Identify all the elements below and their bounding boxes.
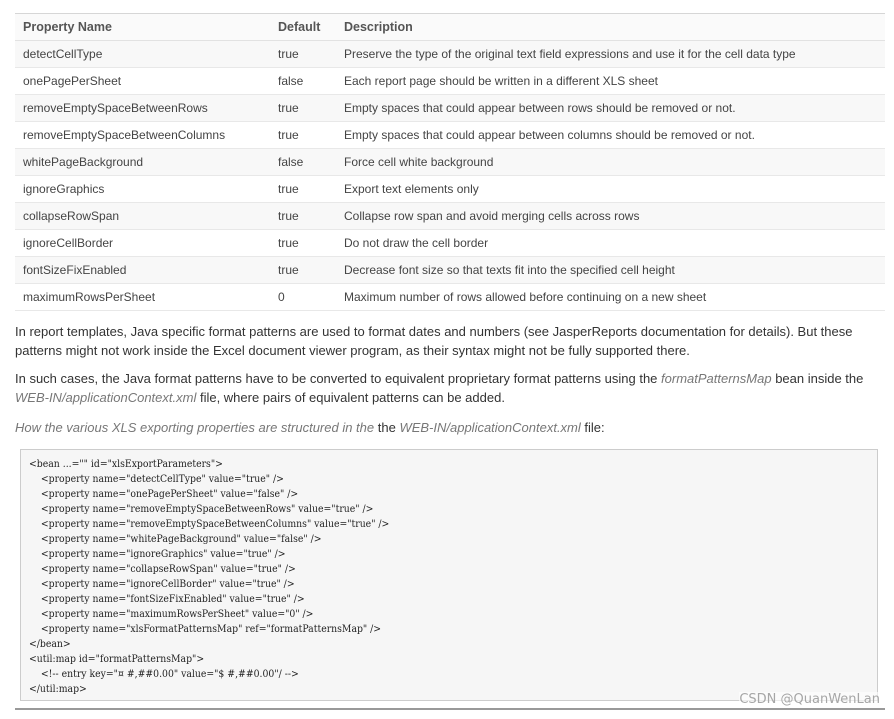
caption-the: the [374, 420, 400, 435]
table-row [15, 230, 885, 257]
code-line: <property name="collapseRowSpan" value="true" /> [29, 564, 296, 575]
cell-default: true [270, 122, 336, 149]
format-patterns-map-ref: formatPatternsMap [661, 371, 772, 386]
cell-default: true [270, 203, 336, 230]
csdn-watermark: CSDN @QuanWenLan [739, 692, 880, 707]
cell-default: 0 [270, 284, 336, 311]
code-line: <bean ...="" id="xlsExportParameters"> [29, 459, 223, 470]
conversion-text-start: In such cases, the Java format patterns have to be converted to equivalent proprietary format patterns using the [15, 371, 662, 386]
header-default: Default [270, 14, 336, 41]
xml-code-block [20, 449, 878, 701]
code-line: <property name="onePagePerSheet" value="false" /> [29, 489, 299, 500]
cell-default: true [270, 257, 336, 284]
code-line: </bean> [29, 639, 71, 650]
cell-default: true [270, 41, 336, 68]
cell-property-name: removeEmptySpaceBetweenColumns [15, 122, 270, 149]
cell-description: Each report page should be written in a different XLS sheet [336, 68, 885, 95]
cell-property-name: detectCellType [15, 41, 270, 68]
code-line: <property name="ignoreGraphics" value="true" /> [29, 549, 286, 560]
cell-description: Preserve the type of the original text field expressions and use it for the cell data type [336, 41, 885, 68]
cell-description: Decrease font size so that texts fit into the specified cell height [336, 257, 885, 284]
cell-default: false [270, 149, 336, 176]
code-line: <property name="whitePageBackground" value="false" /> [29, 534, 322, 545]
table-row [15, 41, 885, 68]
context-file-ref: WEB-IN/applicationContext.xml [15, 390, 197, 405]
cell-default: true [270, 230, 336, 257]
table-row [15, 284, 885, 311]
code-line: <property name="removeEmptySpaceBetweenRows" value="true" /> [29, 504, 374, 515]
caption-file-ref: WEB-IN/applicationContext.xml [399, 420, 581, 435]
table-row [15, 68, 885, 95]
bottom-divider [15, 708, 885, 710]
intro-paragraph: In report templates, Java specific format patterns are used to format dates and numbers (see JasperReports documentation for details). But these patterns might not work inside the Excel document viewer program, as their syntax might not be fully supported there. [15, 324, 853, 358]
table-row [15, 122, 885, 149]
code-line: <property name="maximumRowsPerSheet" value="0" /> [29, 609, 314, 620]
cell-property-name: ignoreCellBorder [15, 230, 270, 257]
cell-property-name: maximumRowsPerSheet [15, 284, 270, 311]
cell-property-name: whitePageBackground [15, 149, 270, 176]
code-line: <property name="removeEmptySpaceBetweenColumns" value="true" /> [29, 519, 390, 530]
properties-table [15, 13, 885, 311]
code-caption [15, 418, 885, 437]
cell-property-name: onePagePerSheet [15, 68, 270, 95]
header-description: Description [336, 14, 885, 41]
conversion-paragraph [15, 369, 885, 407]
table-row [15, 203, 885, 230]
cell-default: false [270, 68, 336, 95]
code-line: <!-- entry key="¤ #,##0.00" value="$ #,##0.00"/ --> [29, 669, 299, 680]
cell-property-name: ignoreGraphics [15, 176, 270, 203]
code-line: <property name="ignoreCellBorder" value="true" /> [29, 579, 295, 590]
caption-italic-text: How the various XLS exporting properties are structured in the [15, 420, 375, 435]
cell-property-name: collapseRowSpan [15, 203, 270, 230]
code-line: <property name="fontSizeFixEnabled" value="true" /> [29, 594, 305, 605]
cell-description: Maximum number of rows allowed before continuing on a new sheet [336, 284, 885, 311]
table-header-row [15, 14, 885, 41]
cell-description: Do not draw the cell border [336, 230, 885, 257]
conversion-text-end: file, where pairs of equivalent patterns can be added. [196, 390, 505, 405]
caption-end: file: [580, 420, 605, 435]
cell-description: Force cell white background [336, 149, 885, 176]
cell-property-name: removeEmptySpaceBetweenRows [15, 95, 270, 122]
cell-default: true [270, 95, 336, 122]
table-row [15, 95, 885, 122]
table-row [15, 257, 885, 284]
code-line: <property name="xlsFormatPatternsMap" ref="formatPatternsMap" /> [29, 624, 382, 635]
code-line: </util:map> [29, 684, 87, 695]
header-property-name: Property Name [15, 14, 270, 41]
cell-description: Collapse row span and avoid merging cells across rows [336, 203, 885, 230]
table-row [15, 176, 885, 203]
table-row [15, 149, 885, 176]
cell-description: Empty spaces that could appear between rows should be removed or not. [336, 95, 885, 122]
conversion-text-mid: bean inside the [771, 371, 864, 386]
cell-description: Export text elements only [336, 176, 885, 203]
cell-description: Empty spaces that could appear between columns should be removed or not. [336, 122, 885, 149]
code-line: <util:map id="formatPatternsMap"> [29, 654, 205, 665]
code-line: <property name="detectCellType" value="true" /> [29, 474, 284, 485]
cell-property-name: fontSizeFixEnabled [15, 257, 270, 284]
cell-default: true [270, 176, 336, 203]
